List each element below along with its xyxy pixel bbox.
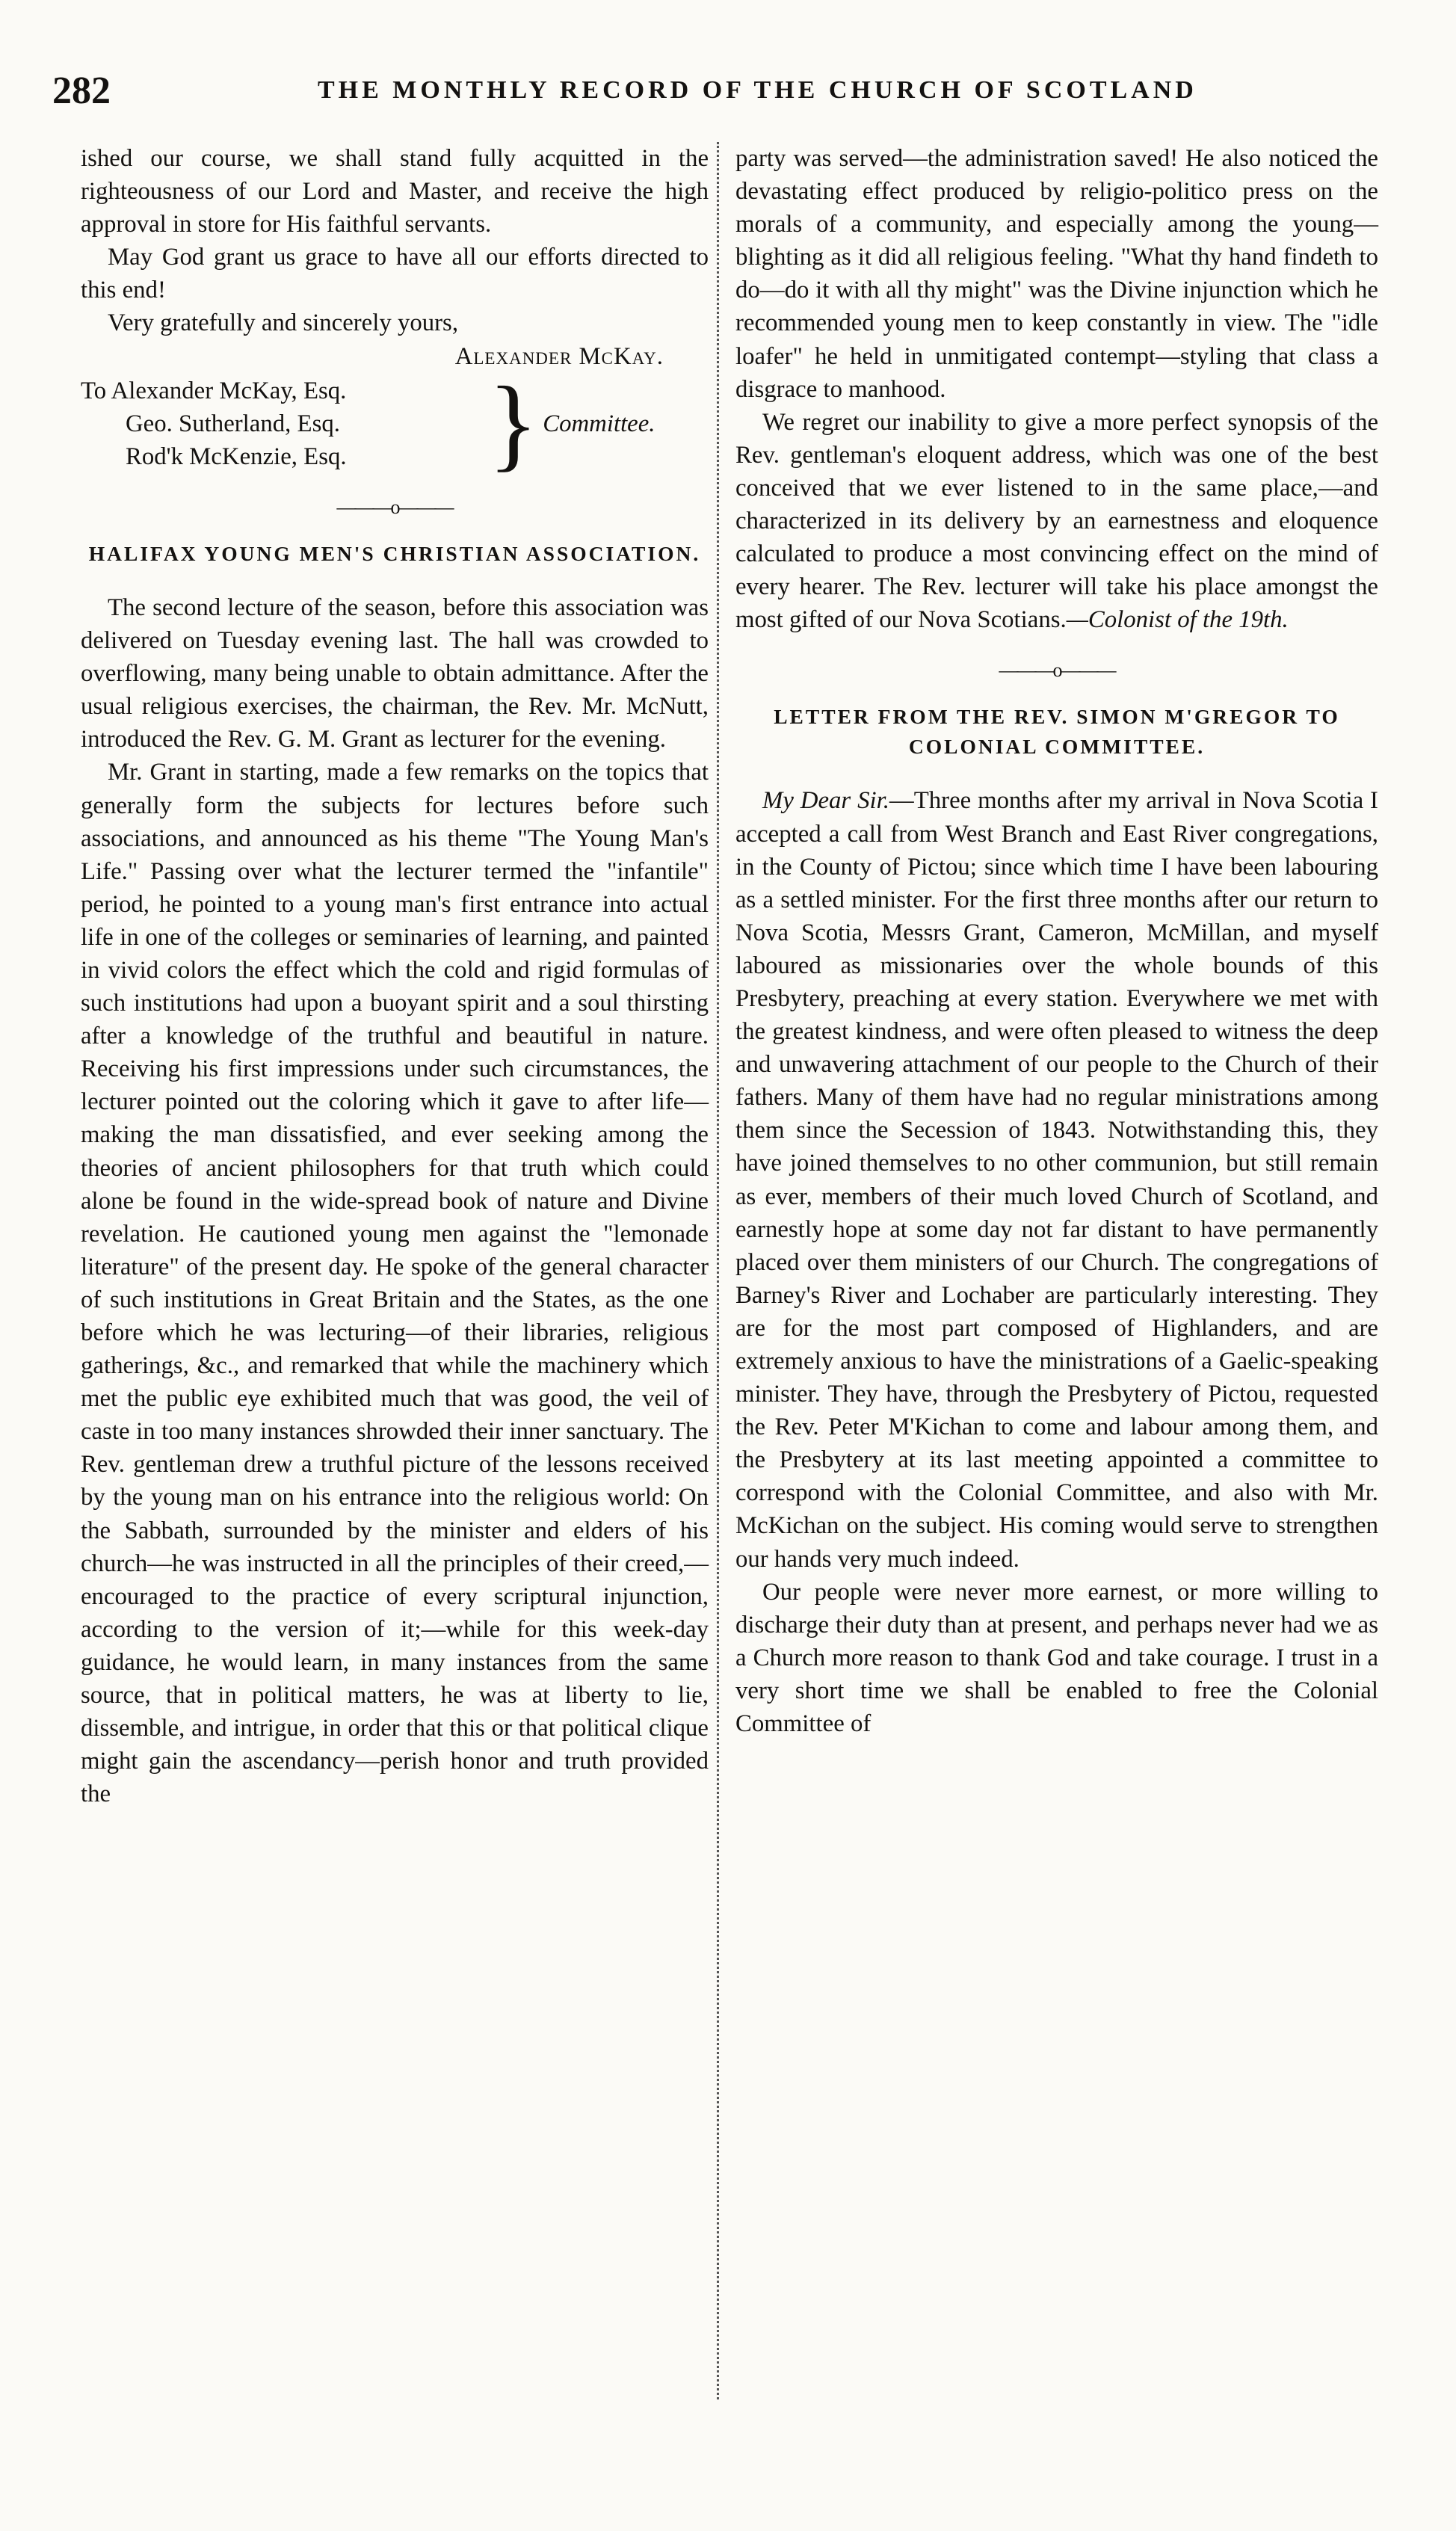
committee-block [81,365,709,481]
committee-names [81,374,488,473]
article-paragraph-with-source [735,406,1378,637]
letter-title: LETTER FROM THE REV. SIMON M'GREGOR TO COLONIAL COMMITTEE. [774,705,1340,759]
committee-member-line [81,374,488,407]
letter-paragraph: Our people were never more earnest, or more willing to discharge their duty than at present, and perhaps never had we as a Church more reason to thank God and take courage. I trust in a very short time we shall be enabled to free the Colonial Committee of [735,1578,1378,1738]
running-title: THE MONTHLY RECORD OF THE CHURCH OF SCOTLAND [318,76,1197,104]
article-text: We regret our inability to give a more perfect synopsis of the Rev. gentleman's eloquent address, which was one of the best conceived that we ever listened to in the same place,—and characterized in its delivery by an earnestness and eloquence calculated to produce a most convincing effect on the mind of every hearer. The Rev. lecturer will take his place amongst the most gifted of our Nova Scotians. [735,408,1378,634]
brace-glyph: } [488,365,539,481]
letter-signature: Alexander McKay. [454,342,664,370]
article-paragraph: The second lecture of the season, before this association was delivered on Tuesday evening last. The hall was crowded to overflowing, many being unable to obtain admittance. After the usual religious exercises, the chairman, the Rev. Mr. McNutt, introduced the Rev. G. M. Grant as lecturer for the evening. [81,594,709,753]
page-number: 282 [52,70,111,112]
prayer-paragraph: May God grant us grace to have all our efforts directed to this end! [81,244,709,304]
letter-closing: Very gratefully and sincerely yours, [108,309,459,337]
article-paragraph: Mr. Grant in starting, made a few remarks on the topics that generally form the subjects for lectures before such associations, and announced as his theme "The Young Man's Life." Passing over what the lecturer termed the "infantile" period, he pointed to a young man's first entrance into actual life in one of the colleges or seminaries of learning, and painted in vivid colors the effect which the cold and rigid formulas of such institutions had upon a buoyant spirit and a soul thirsting after a knowledge of the truthful and beautiful in nature. Receiving his first impressions under such circumstances, the lecturer pointed out the coloring which it gave to after life—making the man dissatisfied, and ever seeking among the theories of ancient philosophers for that truth which could alone be found in the wide-spread book of nature and Divine revelation. He cautioned young men against the "lemonade literature" of the present day. He spoke of the general character of such institutions in Great Britain and the States, as the one before which he was lecturing—of their libraries, religious gatherings, &c., and remarked that while the machinery which met the public eye exhibited much that was good, the veil of caste in too many instances shrowded their inner sanctuary. The Rev. gentleman drew a truthful picture of the lessons received by the young man on his entrance into the religious world: On the Sabbath, surrounded by the minister and elders of his church—he was instructed in all the principles of their creed,—encouraged to the practice of every scriptural injunction, according to the version of it;—while for this week-day guidance, he would learn, in many instances from the same source, that in political matters, he was at liberty to lie, dissemble, and intrigue, in order that this or that political clique might gain the ascendancy—perish honor and truth provided the [81,759,709,1808]
page-header [52,69,1413,114]
committee-member: Geo. Sutherland, Esq. [126,410,340,437]
article-paragraph: party was served—the administration saved! He also noticed the devastating effect produced by religio-politico press on the morals of a community, and especially among the young—blighting as it did all religious feeling. "What thy hand findeth to do—do it with all thy might" was the Divine injunction which he recommended young men to keep constantly in view. The "idle loafer" he held in unmitigated contempt—styling that class a disgrace to manhood. [735,145,1378,403]
committee-label: Committee. [543,410,655,437]
right-column [735,142,1378,1740]
section-divider: ———o——— [999,659,1115,682]
article-title: HALIFAX YOUNG MEN'S CHRISTIAN ASSOCIATION. [88,541,701,565]
salutation: My Dear Sir. [762,787,889,815]
addressee-prefix: To [81,377,107,404]
left-column [81,142,709,1810]
intro-paragraph: ished our course, we shall stand fully acquitted in the righteousness of our Lord and Master, and receive the high approval in store for His faithful servants. [81,145,709,238]
letter-paragraph [735,784,1378,1575]
committee-member: Rod'k McKenzie, Esq. [126,443,347,470]
letter-text: —Three months after my arrival in Nova Scotia I accepted a call from West Branch and East River congregations, in the County of Pictou; since which time I have been labouring as a settled minister. For the first three months after our return to Nova Scotia, Messrs Grant, Cameron, McMillan, and myself laboured as missionaries over the whole bounds of this Presbytery, preaching at every station. Everywhere we met with the greatest kindness, and were often pleased to witness the deep and unwavering attachment of our people to the Church of their fathers. Many of them have had no regular ministrations among them since the Secession of 1843. Notwithstanding this, they have joined themselves to no other communion, but still remain as ever, members of their much loved Church of Scotland, and earnestly hope at some day not far distant to have permanently placed over them ministers of our Church. The congregations of Barney's River and Lochaber are particularly interesting. They are for the most part composed of Highlanders, and are extremely anxious to have the ministrations of a Gaelic-speaking minister. They have, through the Presbytery of Pictou, requested the Rev. Peter M'Kichan to come and labour among them, and the Presbytery at its last meeting appointed a committee to correspond with the Colonial Committee, and also with Mr. McKichan on the subject. His coming would serve to strengthen our hands very much indeed. [735,787,1378,1573]
source-citation: —Colonist of the 19th. [1066,606,1289,634]
committee-member: Alexander McKay, Esq. [111,377,347,404]
section-divider: ———o——— [336,496,453,518]
column-rule [717,142,719,2399]
